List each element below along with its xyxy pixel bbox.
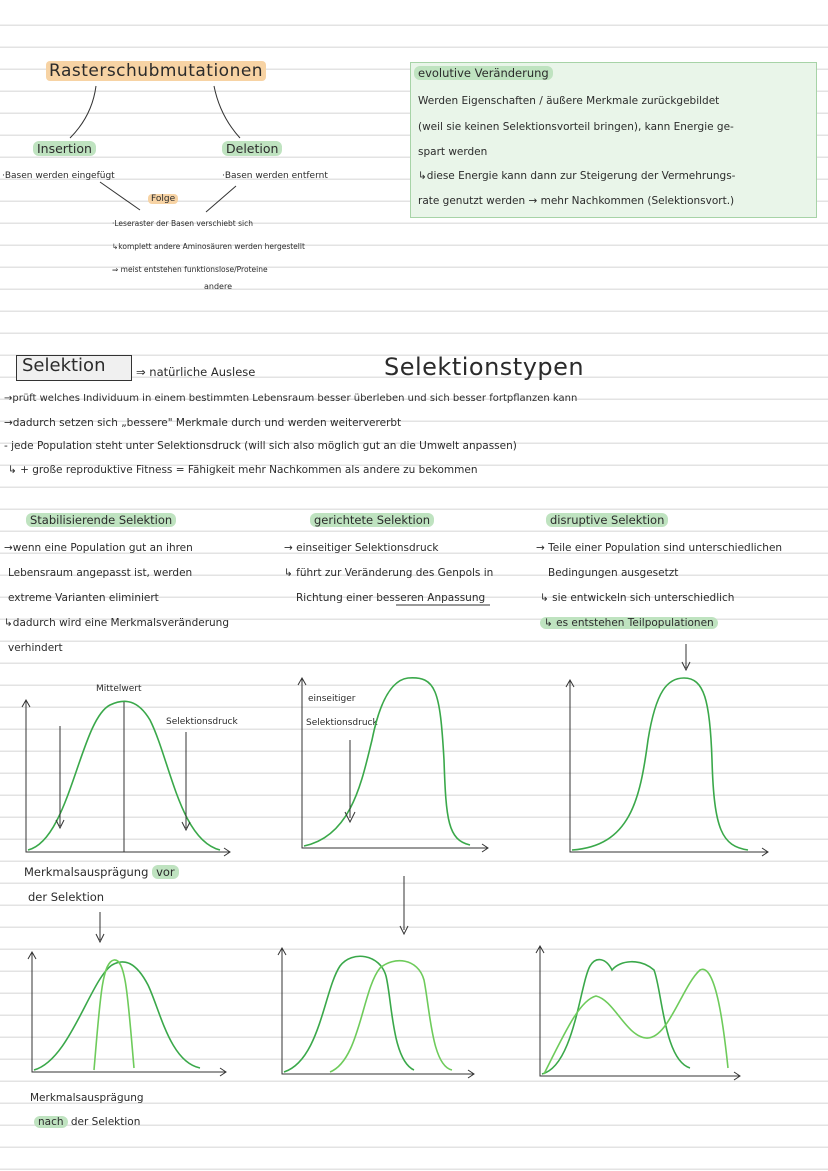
- evolution-line-2: (weil sie keinen Selektionsvorteil bringen), kann Energie ge-: [418, 121, 734, 133]
- type-stabilisierend-title: Stabilisierende Selektion: [26, 514, 176, 527]
- label-einseitiger-2: Selektionsdruck: [306, 718, 378, 728]
- label-before-1: Merkmalsausprägung vor: [24, 866, 179, 879]
- folge-line-3: ⇒ meist entstehen funktionslose/Proteine: [112, 265, 268, 274]
- type-disruptiv-line-3: ↳ sie entwickeln sich unterschiedlich: [540, 592, 735, 604]
- type-stabilisierend-line-4: ↳dadurch wird eine Merkmalsveränderung: [4, 617, 230, 629]
- tree-line-folge-left: [100, 182, 140, 210]
- label-selektionsdruck: Selektionsdruck: [166, 717, 238, 727]
- folge-line-1: ·Leseraster der Basen verschiebt sich: [112, 219, 253, 228]
- selektion-line-3: - jede Population steht unter Selektionsdruck (will sich also möglich gut an die Umwelt anpassen): [4, 440, 517, 452]
- folge-line-2: ↳komplett andere Aminosäuren werden hergestellt: [112, 242, 305, 251]
- graph-disruptiv-after: [536, 946, 740, 1080]
- mutation-title: Rasterschubmutationen: [46, 62, 266, 82]
- selektion-arrow-text: ⇒ natürliche Auslese: [136, 365, 256, 379]
- label-einseitiger-1: einseitiger: [308, 694, 356, 704]
- type-gerichtet-line-2: ↳ führt zur Veränderung des Genpols in: [284, 567, 494, 579]
- type-stabilisierend-line-2: Lebensraum angepasst ist, werden: [8, 567, 193, 579]
- type-stabilisierend-line-1: →wenn eine Population gut an ihren: [4, 542, 193, 554]
- deletion-label: Deletion: [222, 142, 282, 156]
- evolution-line-5: rate genutzt werden → mehr Nachkommen (Selektionsvort.): [418, 195, 735, 207]
- type-disruptiv-line-1: → Teile einer Population sind unterschiedlichen: [536, 542, 783, 554]
- tree-line-insertion: [70, 86, 96, 138]
- type-stabilisierend-line-3: extreme Varianten eliminiert: [8, 592, 159, 604]
- type-disruptiv-line-2: Bedingungen ausgesetzt: [548, 567, 679, 579]
- graph-stabilisierend-before: [22, 700, 230, 856]
- folge-label: Folge: [148, 194, 178, 204]
- selektion-line-4: ↳ + große reproduktive Fitness = Fähigkeit mehr Nachkommen als andere zu bekommen: [8, 464, 478, 476]
- selektionstypen-heading: Selektionstypen: [384, 353, 585, 381]
- type-gerichtet-title: gerichtete Selektion: [310, 514, 434, 527]
- tree-line-deletion: [214, 86, 240, 138]
- type-gerichtet-line-1: → einseitiger Selektionsdruck: [284, 542, 439, 554]
- evolution-line-1: Werden Eigenschaften / äußere Merkmale zurückgebildet: [418, 95, 720, 107]
- evolution-title: evolutive Veränderung: [414, 67, 553, 80]
- graph-gerichtet-before: [298, 678, 488, 852]
- evolution-line-4: ↳diese Energie kann dann zur Steigerung der Vermehrungs-: [418, 170, 736, 182]
- type-disruptiv-title: disruptive Selektion: [546, 514, 668, 527]
- label-mittelwert: Mittelwert: [96, 684, 142, 694]
- graph-disruptiv-before: [566, 644, 768, 856]
- tree-line-folge-right: [206, 186, 236, 212]
- selektion-line-2: →dadurch setzen sich „bessere" Merkmale durch und werden weitervererbt: [4, 417, 402, 429]
- deletion-desc: ·Basen werden entfernt: [222, 171, 328, 181]
- graph-stabilisierend-after: [28, 952, 226, 1076]
- label-after-1: Merkmalsausprägung: [30, 1092, 144, 1104]
- insertion-label: Insertion: [33, 142, 96, 156]
- label-after-2: nach der Selektion: [34, 1116, 140, 1128]
- type-stabilisierend-line-5: verhindert: [8, 642, 63, 654]
- label-before-2: der Selektion: [28, 890, 105, 904]
- evolution-line-3: spart werden: [418, 146, 488, 158]
- type-gerichtet-line-3: Richtung einer besseren Anpassung: [296, 592, 486, 604]
- insertion-desc: ·Basen werden eingefügt: [2, 171, 115, 181]
- type-disruptiv-line-4: ↳ es entstehen Teilpopulationen: [540, 617, 718, 629]
- selektion-heading: Selektion: [22, 355, 106, 376]
- selektion-line-1: →prüft welches Individuum in einem bestimmten Lebensraum besser überleben und sich besser fortpflanzen kann: [4, 393, 578, 404]
- graph-gerichtet-after: [278, 948, 474, 1078]
- folge-line-4: andere: [204, 282, 233, 291]
